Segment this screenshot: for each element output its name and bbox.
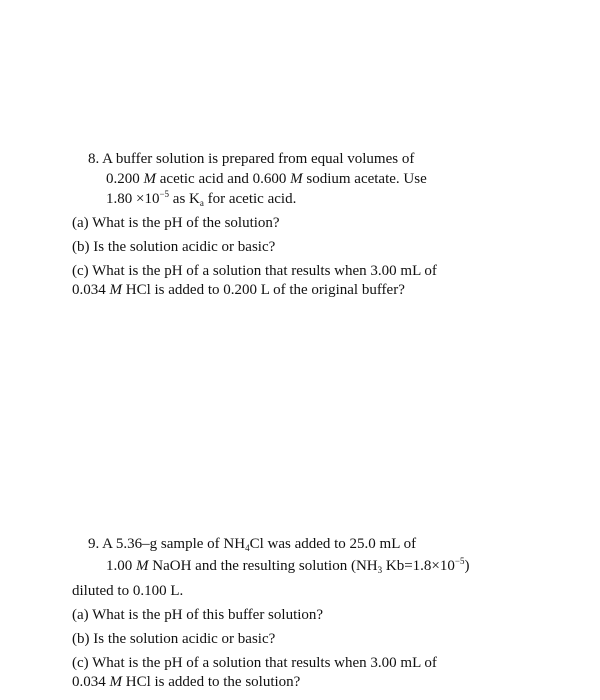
q8-part-b: (b) Is the solution acidic or basic? [72,239,276,255]
q8-stem-line-2: 0.200 M acetic acid and 0.600 M sodium acetate. Use [106,171,427,187]
q9-stem-line-2: 1.00 M NaOH and the resulting solution ($NH_3$ $Kb=1.8\times 10^{-5}$) [106,556,470,575]
q9-part-c-line-1: (c) What is the pH of a solution that results when 3.00 mL of [72,655,437,671]
q8-stem-line-3: $1.80 \times 10^{-5}$ as $K_a$ for acetic acid. [106,189,297,208]
q8-part-c-line-1: (c) What is the pH of a solution that results when 3.00 mL of [72,263,437,279]
q9-part-b: (b) Is the solution acidic or basic? [72,631,276,647]
q8-part-c-line-2: 0.034 M HCl is added to 0.200 L of the original buffer? [72,282,405,298]
q9-part-c-line-2: 0.034 M HCl is added to the solution? [72,674,301,690]
q8-part-a: (a) What is the pH of the solution? [72,215,280,231]
q9-part-a: (a) What is the pH of this buffer solution? [72,607,324,623]
q8-stem-line-1: 8. A buffer solution is prepared from equal volumes of [88,151,415,167]
q9-stem-line-1: 9. A 5.36–g sample of $NH_4Cl$ was added to 25.0 mL of [88,536,417,553]
q9-stem-line-3: diluted to 0.100 L. [72,583,184,599]
